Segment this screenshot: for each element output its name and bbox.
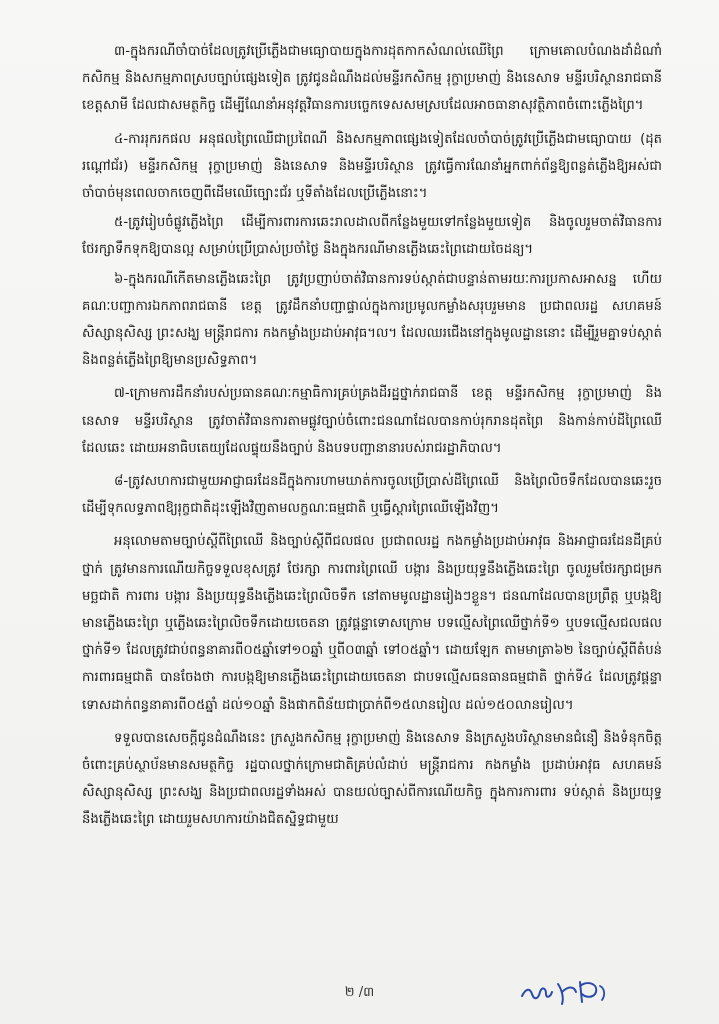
paragraph-4: ៤-ការរុករកផល អនុផលព្រៃឈើជាប្រពៃណី និងសកម្មភាពផ្សេងទៀតដែលចាំបាច់ត្រូវប្រើភ្លើងជាមធ្យោបាយ (ដុតរណ្តៅជ័រ) មន្ទីរកសិកម្ម រុក្ខាប្រមាញ់ និងនេសាទ និងមន្ទីរបរិស្ថាន ត្រូវធ្វើការណែនាំអ្នកពាក់ព័ន្ធឱ្យពន្លត់ភ្លើងឱ្យអស់ជាចាំបាច់មុនពេលចាកចេញពីដើមឈើច្បោះជ័រ ឬទីតាំងដែលប្រើភ្លើងនោះ។ [82, 131, 662, 202]
page-number: ២ /៣ [344, 985, 375, 1000]
signature-icon [518, 974, 614, 1010]
paragraph-7: ៧-ក្រោមការដឹកនាំរបស់ប្រធានគណៈកម្មាធិការគ្រប់គ្រងដីរដ្ឋថ្នាក់រាជធានី ខេត្ត មន្ទីរកសិកម្ម រុក្ខាប្រមាញ់ និងនេសាទ មន្ទីរបរិស្ថាន ត្រូវចាត់វិធានការតាមផ្លូវច្បាប់ចំពោះជនណាដែលបានកាប់រុករានដុតព្រៃ និងកាន់កាប់ដីព្រៃឈើដែលឆេះ ដោយអនាធិបតេយ្យដែលផ្ទុយនឹងច្បាប់ និងបទបញ្ជានានារបស់រាជរដ្ឋាភិបាល។ [82, 386, 662, 456]
paragraph-law: អនុលោមតាមច្បាប់ស្តីពីព្រៃឈើ និងច្បាប់ស្តីពីជលផល ប្រជាពលរដ្ឋ កងកម្លាំងប្រដាប់អាវុធ និងអាជ្ញាធរដែនដីគ្រប់ថ្នាក់ ត្រូវមានការណើយកិច្ចទទួលខុសត្រូវ ថែរក្សា ការពារព្រៃឈើ បង្ការ និងប្រយុទ្ធនឹងភ្លើងឆេះព្រៃ ចូលរួមថែរក្សាជម្រកមច្ឆជាតិ ការពារ បង្ការ និងប្រយុទ្ធនឹងភ្លើងឆេះព្រៃលិចទឹក នៅតាមមូលដ្ឋានរៀងៗខ្លួន។ ជនណាដែលបានប្រព្រឹត្ត ឬបង្កឱ្យមានភ្លើងឆេះព្រៃ ឬភ្លើងឆេះព្រៃលិចទឹកដោយចេតនា ត្រូវផ្តន្ទាទោសក្រោម បទល្មើសព្រៃឈើថ្នាក់ទី១ ឬបទល្មើសជលផលថ្នាក់ទី១ ដែលត្រូវជាប់ពន្ធនាគារពី០៥ឆ្នាំទៅ១០ឆ្នាំ ឬពី០៣ឆ្នាំ ទៅ០៥ឆ្នាំ។ ដោយឡែក តាមមាត្រា៦២ នៃច្បាប់ស្តីពីតំបន់ការពារធម្មជាតិ បានចែងថា ការបង្កឱ្យមានភ្លើងឆេះព្រៃដោយចេតនា ជាបទល្មើសធនធានធម្មជាតិ ថ្នាក់ទី៤ ដែលត្រូវផ្តន្ទាទោសដាក់ពន្ធនាគារពី០៥ឆ្នាំ ដល់១០ឆ្នាំ និងផាកពិន័យជាប្រាក់ពី១៥លានរៀល ដល់១៥០លានរៀល។ [82, 534, 662, 713]
document-body [82, 38, 662, 836]
paragraph-5: ៥-ត្រូវរៀបចំផ្លូវភ្លើងព្រៃ ដើម្បីការពារការឆេះរាលដាលពីកន្លែងមួយទៅកន្លែងមួយទៀត និងចូលរួមចាត់វិធានការថែរក្សាទឹកទុកឱ្យបានល្អ សម្រាប់ប្រើប្រាស់ប្រចាំថ្ងៃ និងក្នុងករណីមានភ្លើងឆេះព្រៃដោយចៃដន្យ។ [82, 215, 662, 258]
paragraph-closing: ទទួលបានសេចក្តីជូនដំណឹងនេះ ក្រសួងកសិកម្ម រុក្ខាប្រមាញ់ និងនេសាទ និងក្រសួងបរិស្ថានមានជំនឿ និងទំនុកចិត្តចំពោះគ្រប់ស្ថាប័នមានសមត្ថកិច្ច រដ្ឋបាលថ្នាក់ក្រោមជាតិគ្រប់លំដាប់ មន្ត្រីរាជការ កងកម្លាំង ប្រដាប់អាវុធ សហគមន៍ សិស្សានុសិស្ស ព្រះសង្ឃ និងប្រជាពលរដ្ឋទាំងអស់ បានយល់ច្បាស់ពីការណើយកិច្ច ក្នុងការការពារ ទប់ស្កាត់ និងប្រយុទ្ធនឹងភ្លើងឆេះព្រៃ ដោយរួមសហការយ៉ាងជិតស្និទ្ធជាមួយ [82, 730, 662, 828]
paragraph-3: ៣-ក្នុងករណីចាំបាច់ដែលត្រូវប្រើភ្លើងជាមធ្យោបាយក្នុងការដុតកាកសំណល់ឈើព្រៃ ក្រោមគោលបំណងដាំដំណាំកសិកម្ម និងសកម្មភាពស្របច្បាប់ផ្សេងទៀត ត្រូវជូនដំណឹងដល់មន្ទីរកសិកម្ម រុក្ខាប្រមាញ់ និងនេសាទ មន្ទីរបរិស្ថានរាជធានី ខេត្តសាមី ដែលជាសមត្ថកិច្ច ដើម្បីណែនាំអនុវត្តវិធានការបច្ចេកទេសសមស្របដែលអាចធានាសុវត្ថិភាពចំពោះភ្លើងព្រៃ។ [82, 44, 662, 114]
paragraph-6: ៦-ក្នុងករណីកើតមានភ្លើងឆេះព្រៃ ត្រូវប្រញាប់ចាត់វិធានការទប់ស្កាត់ជាបន្ទាន់តាមរយៈការប្រកាសអាសន្ន ហើយគណៈបញ្ជាការឯកភាពរាជធានី ខេត្ត ត្រូវដឹកនាំបញ្ជាផ្ទាល់ក្នុងការប្រមូលកម្លាំងសរុបរួមមាន ប្រជាពលរដ្ឋ សហគមន៍ សិស្សានុសិស្ស ព្រះសង្ឃ មន្ត្រីរាជការ កងកម្លាំងប្រដាប់អាវុធ។ល។ ដែលឈរជើងនៅក្នុងមូលដ្ឋាននោះ ដើម្បីរួមគ្នាទប់ស្កាត់ និងពន្លត់ភ្លើងព្រៃឱ្យមានប្រសិទ្ធភាព។ [82, 271, 662, 369]
paragraph-8: ៨-ត្រូវសហការជាមួយអាជ្ញាធរដែនដីក្នុងការហាមឃាត់ការចូលប្រើប្រាស់ដីព្រៃឈើ និងព្រៃលិចទឹកដែលបានឆេះរួច ដើម្បីទុកលទ្ធភាពឱ្យរុក្ខជាតិដុះឡើងវិញតាមលក្ខណៈធម្មជាតិ ឬធ្វើស្តារព្រៃឈើឡើងវិញ។ [82, 474, 662, 517]
